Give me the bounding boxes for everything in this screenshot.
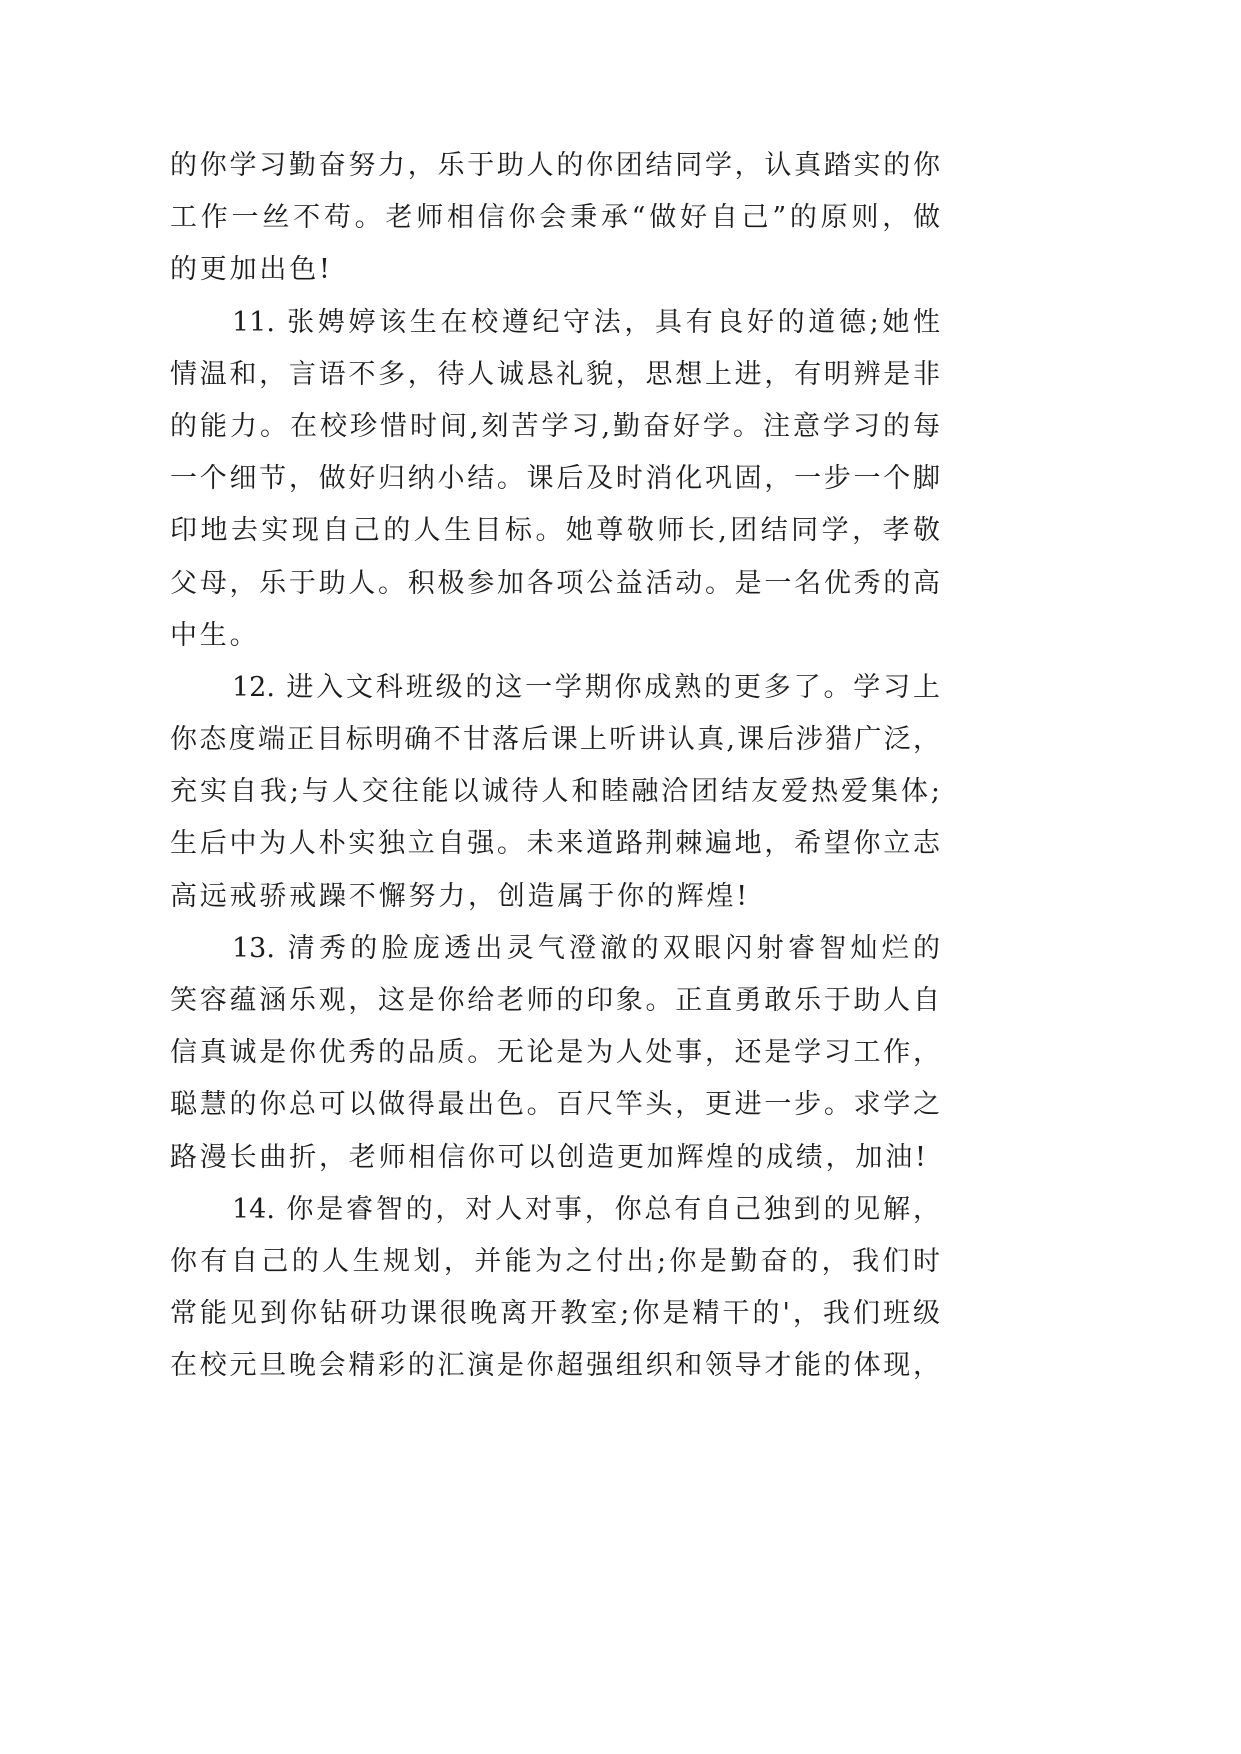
paragraph-11 <box>170 297 940 662</box>
text-line: 高远戒骄戒躁不懈努力，创造属于你的辉煌! <box>170 880 750 912</box>
text-line: 13. 清秀的脸庞透出灵气澄澈的双眼闪射睿智灿烂的 <box>232 932 940 964</box>
text-line: 一个细节，做好归纳小结。课后及时消化巩固，一步一个脚 <box>170 463 940 495</box>
paragraph-13 <box>170 923 940 1184</box>
text-line: 中生。 <box>170 619 260 651</box>
text-line: 12. 进入文科班级的这一学期你成熟的更多了。学习上 <box>232 671 940 703</box>
text-line: 充实自我;与人交往能以诚待人和睦融洽团结友爱热爱集体; <box>170 776 940 808</box>
paragraph-continuation <box>170 140 940 297</box>
text-line: 父母，乐于助人。积极参加各项公益活动。是一名优秀的高 <box>170 567 940 599</box>
text-line: 你有自己的人生规划，并能为之付出;你是勤奋的，我们时 <box>170 1245 940 1277</box>
document-body <box>170 140 940 1393</box>
text-line: 的能力。在校珍惜时间,刻苦学习,勤奋好学。注意学习的每 <box>170 410 940 442</box>
text-line: 生后中为人朴实独立自强。未来道路荆棘遍地，希望你立志 <box>170 828 940 860</box>
text-line: 11. 张娉婷该生在校遵纪守法，具有良好的道德;她性 <box>232 306 940 338</box>
text-line: 工作一丝不苟。老师相信你会秉承“做好自己”的原则，做 <box>170 202 940 234</box>
text-line: 的你学习勤奋努力，乐于助人的你团结同学，认真踏实的你 <box>170 150 940 181</box>
text-line: 笑容蕴涵乐观，这是你给老师的印象。正直勇敢乐于助人自 <box>170 985 940 1016</box>
text-line: 信真诚是你优秀的品质。无论是为人处事，还是学习工作， <box>170 1037 940 1069</box>
text-line: 14. 你是睿智的，对人对事，你总有自己独到的见解， <box>232 1193 940 1225</box>
text-line: 常能见到你钻研功课很晚离开教室;你是精干的'，我们班级 <box>170 1298 940 1330</box>
text-line: 你态度端正目标明确不甘落后课上听讲认真,课后涉猎广泛， <box>170 724 940 756</box>
text-line: 聪慧的你总可以做得最出色。百尺竿头，更进一步。求学之 <box>170 1089 940 1121</box>
text-line: 路漫长曲折，老师相信你可以创造更加辉煌的成绩，加油! <box>170 1141 929 1173</box>
paragraph-12 <box>170 662 940 923</box>
text-line: 印地去实现自己的人生目标。她尊敬师长,团结同学，孝敬 <box>170 515 940 547</box>
paragraph-14 <box>170 1184 940 1393</box>
text-line: 在校元旦晚会精彩的汇演是你超强组织和领导才能的体现， <box>170 1350 940 1382</box>
text-line: 的更加出色! <box>170 254 333 286</box>
text-line: 情温和，言语不多，待人诚恳礼貌，思想上进，有明辨是非 <box>170 358 940 390</box>
